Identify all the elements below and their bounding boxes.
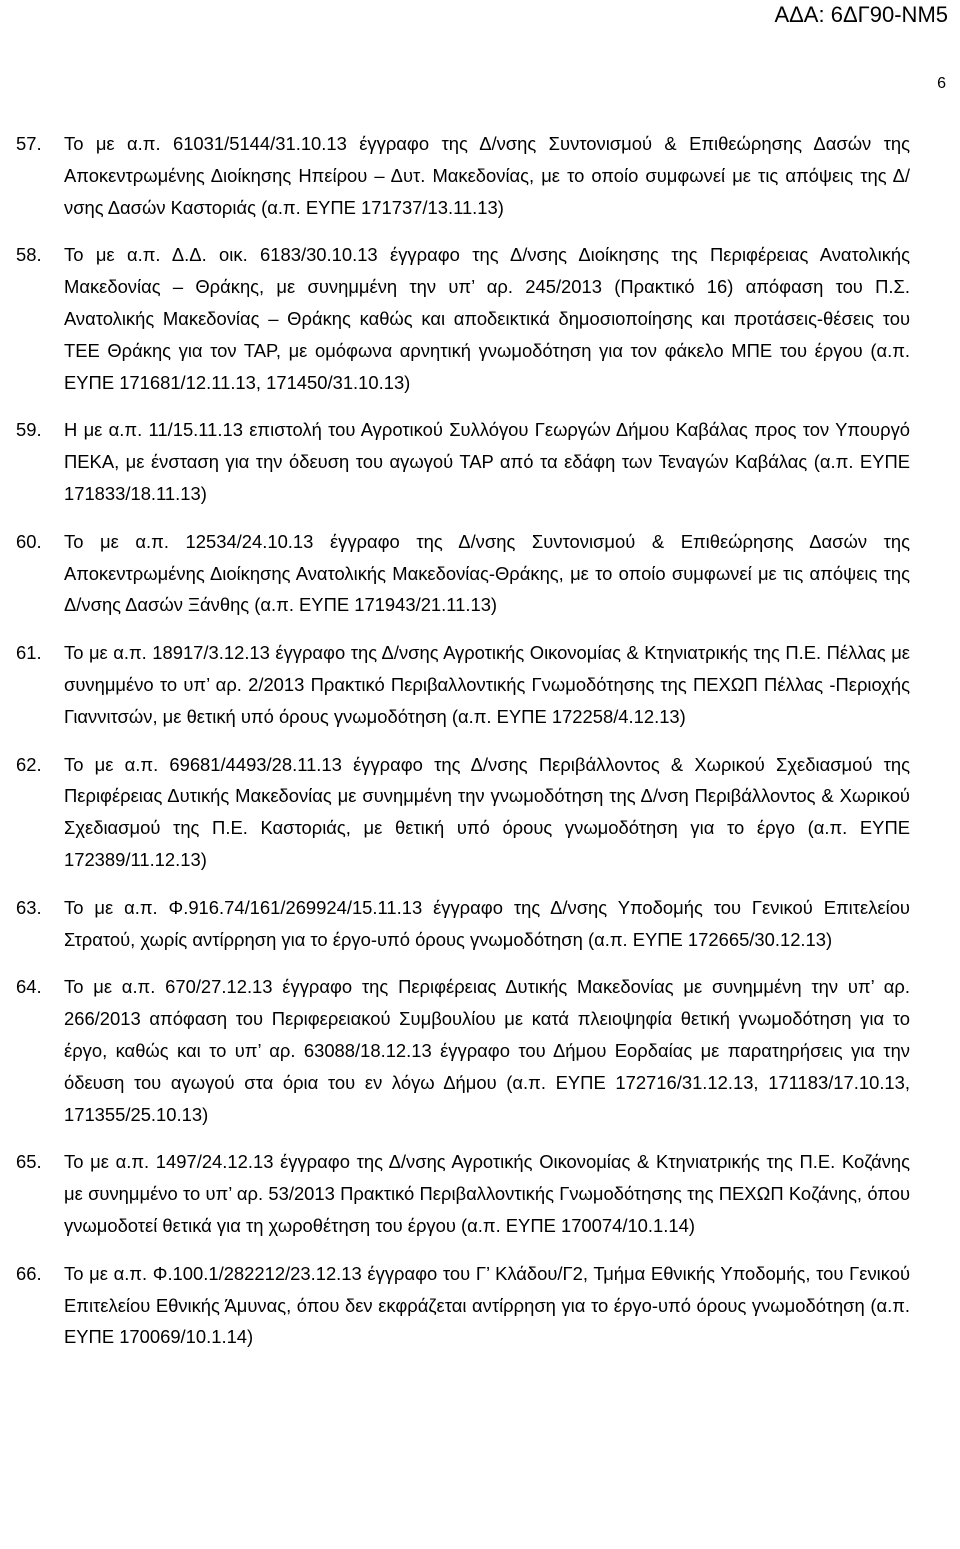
- list-item: [0, 749, 960, 876]
- item-text: Το με α.π. 18917/3.12.13 έγγραφο της Δ/νσης Αγροτικής Οικονομίας & Κτηνιατρικής της Π.Ε. Πέλλας με συνημμένο το υπ’ αρ. 2/2013 Πρακτικό Περιβαλλοντικής Γνωμοδότησης της ΠΕΧΩΠ Πέλλας -Περιοχής Γιαννιτσών, με θετική υπό όρους γνωμοδότηση (α.π. ΕΥΠΕ 172258/4.12.13): [64, 642, 910, 727]
- item-number: 57.: [16, 133, 42, 154]
- list-item: [0, 637, 960, 732]
- item-number: 65.: [16, 1151, 42, 1173]
- list-item: [0, 239, 960, 398]
- item-text: Το με α.π. 61031/5144/31.10.13 έγγραφο της Δ/νσης Συντονισμού & Επιθεώρησης Δασών της Αποκεντρωμένης Διοίκησης Ηπείρου – Δυτ. Μακεδονίας, με το οποίο συμφωνεί με τις απόψεις της Δ/νσης Δασών Καστοριάς (α.π. ΕΥΠΕ 171737/13.11.13): [64, 133, 910, 218]
- ada-code: ΑΔΑ: 6ΔΓ90-ΝΜ5: [774, 2, 948, 27]
- item-text: Το με α.π. 12534/24.10.13 έγγραφο της Δ/νσης Συντονισμού & Επιθεώρησης Δασών της Αποκεντρωμένης Διοίκησης Ανατολικής Μακεδονίας-Θράκης, με το οποίο συμφωνεί με τις απόψεις της Δ/νσης Δασών Ξάνθης (α.π. ΕΥΠΕ 171943/21.11.13): [64, 530, 910, 616]
- item-text: Το με α.π. Φ.916.74/161/269924/15.11.13 έγγραφο της Δ/νσης Υποδομής του Γενικού Επιτελείου Στρατού, χωρίς αντίρρηση για το έργο-υπό όρους γνωμοδότηση (α.π. ΕΥΠΕ 172665/30.12.13): [64, 896, 910, 950]
- item-text: Το με α.π. Φ.100.1/282212/23.12.13 έγγραφο του Γ’ Κλάδου/Γ2, Τμήμα Εθνικής Υποδομής, του Γενικού Επιτελείου Εθνικής Άμυνας, όπου δεν εκφράζεται αντίρρηση για το έργο-υπό όρους γνωμοδότηση (α.π. ΕΥΠΕ 170069/10.1.14): [64, 1262, 910, 1348]
- item-number: 62.: [16, 753, 42, 775]
- page-number: 6: [937, 75, 946, 92]
- item-text: Το με α.π. 69681/4493/28.11.13 έγγραφο της Δ/νσης Περιβάλλοντος & Χωρικού Σχεδιασμού της Περιφέρειας Δυτικής Μακεδονίας με συνημμένη την γνωμοδότηση της Δ/νση Περιβάλλοντος & Χωρικού Σχεδιασμού της Π.Ε. Καστοριάς, με θετική υπό όρους γνωμοδότηση για το έργο (α.π. ΕΥΠΕ 172389/11.12.13): [64, 753, 910, 870]
- item-text: Το με α.π. 670/27.12.13 έγγραφο της Περιφέρειας Δυτικής Μακεδονίας με συνημμένη την υπ’ αρ. 266/2013 απόφαση του Περιφερειακού Συμβουλίου με κατά πλειοψηφία θετική γνωμοδότηση για το έργο, καθώς και το υπ’ αρ. 63088/18.12.13 έγγραφο του Δήμου Εορδαίας με παρατηρήσεις για την όδευση του αγωγού στα όρια του εν λόγω Δήμου (α.π. ΕΥΠΕ 172716/31.12.13, 171183/17.10.13, 171355/25.10.13): [64, 976, 910, 1125]
- list-item: [0, 971, 960, 1130]
- item-number: 58.: [16, 244, 42, 266]
- item-text: Το με α.π. Δ.Δ. οικ. 6183/30.10.13 έγγραφο της Δ/νσης Διοίκησης της Περιφέρειας Ανατολικής Μακεδονίας – Θράκης, με συνημμένη την υπ’ αρ. 245/2013 (Πρακτικό 16) απόφαση του Π.Σ. Ανατολικής Μακεδονίας – Θράκης καθώς και αποδεικτικά δημοσιοποίησης και προτάσεις-θέσεις του ΤΕΕ Θράκης για τον ΤΑΡ, με ομόφωνα αρνητική γνωμοδότηση για τον φάκελο ΜΠΕ του έργου (α.π. ΕΥΠΕ 171681/12.11.13, 171450/31.10.13): [64, 244, 910, 393]
- list-item: [0, 128, 960, 223]
- list-item: [0, 526, 960, 621]
- item-number: 61.: [16, 642, 42, 664]
- list-item: [0, 1258, 960, 1353]
- item-number: 64.: [16, 976, 42, 998]
- item-number: 60.: [16, 530, 42, 552]
- item-text: Το με α.π. 1497/24.12.13 έγγραφο της Δ/νσης Αγροτικής Οικονομίας & Κτηνιατρικής της Π.Ε. Κοζάνης με συνημμένο το υπ’ αρ. 53/2013 Πρακτικό Περιβαλλοντικής Γνωμοδότησης της ΠΕΧΩΠ Κοζάνης, όπου γνωμοδοτεί θετικά για τη χωροθέτηση του έργου (α.π. ΕΥΠΕ 170074/10.1.14): [64, 1151, 910, 1236]
- list-item: [0, 414, 960, 509]
- document-list: [0, 128, 960, 1369]
- list-item: [0, 892, 960, 956]
- item-text: Η με α.π. 11/15.11.13 επιστολή του Αγροτικού Συλλόγου Γεωργών Δήμου Καβάλας προς τον Υπουργό ΠΕΚΑ, με ένσταση για την όδευση του αγωγού ΤΑΡ από τα εδάφη των Τεναγών Καβάλας (α.π. ΕΥΠΕ 171833/18.11.13): [64, 419, 910, 504]
- item-number: 63.: [16, 896, 42, 918]
- item-number: 66.: [16, 1262, 42, 1284]
- item-number: 59.: [16, 419, 42, 441]
- list-item: [0, 1146, 960, 1241]
